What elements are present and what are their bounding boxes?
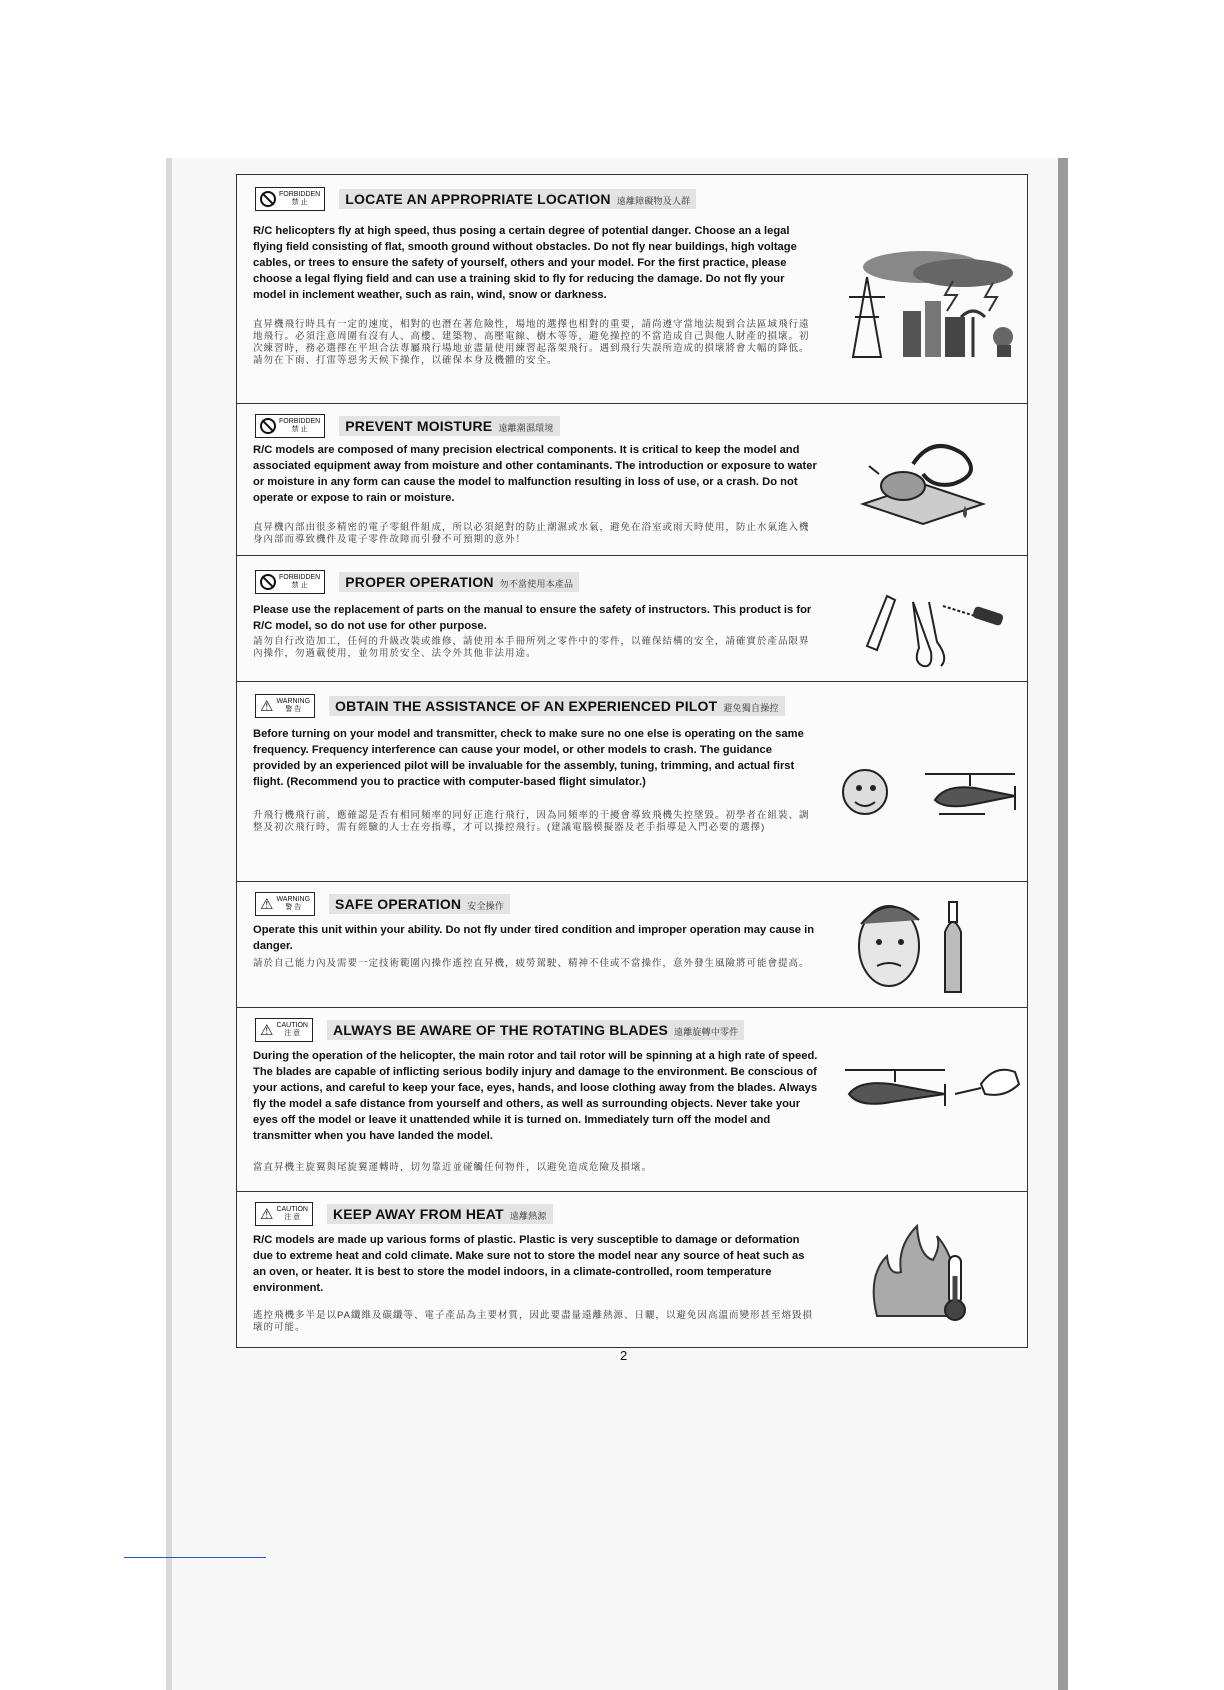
section-header <box>255 570 579 594</box>
caution-triangle-icon: ⚠ <box>260 1021 274 1039</box>
tired-face-and-bottle-illustration <box>849 896 979 998</box>
warning-badge <box>255 694 315 718</box>
section-body: Please use the replacement of parts on the manual to ensure the safety of instructors. This product is for R/C model, so do not use for other purpose. <box>253 604 812 632</box>
badge-label: FORBIDDEN <box>279 418 321 425</box>
forbidden-badge <box>255 414 325 438</box>
section-body-cjk: 請於自己能力內及需要一定技術範圍內操作遙控直昇機，疲勞駕駛、精神不佳或不當操作，意外發生風險將可能會提高。 <box>253 958 810 969</box>
section-prevent-moisture <box>236 404 1028 556</box>
forbidden-badge <box>255 570 325 594</box>
pliers-screwdriver-glue-illustration <box>853 582 1013 678</box>
section-body-cjk: 直昇機內部由很多精密的電子零組件組成，所以必須絕對的防止潮濕或水氣，避免在浴室或雨天時使用，防止水氣進入機身內部而導致機件及電子零件故障而引發不可預期的意外！ <box>253 522 810 545</box>
section-title: KEEP AWAY FROM HEAT <box>332 1206 504 1222</box>
warning-triangle-icon: ⚠ <box>260 697 274 715</box>
badge-label-cjk: 警 告 <box>285 904 302 911</box>
section-keep-away-from-heat <box>236 1192 1028 1348</box>
section-rotating-blades <box>236 1008 1028 1192</box>
section-title: LOCATE AN APPROPRIATE LOCATION <box>345 191 611 207</box>
section-body: R/C models are made up various forms of plastic. Plastic is very susceptible to damage or deformation due to extreme heat and cold climate. Make sure not to store the model near any source of heat such as an oven, or heater. It is best to store the model indoors, in a climate-controlled, room temperature environment. <box>253 1234 805 1294</box>
section-title-cjk: 勿不當使用本產品 <box>499 579 574 589</box>
storm-city-illustration <box>833 247 1023 367</box>
pilot-and-helicopter-illustration <box>835 752 1025 842</box>
section-title-cjk: 安全操作 <box>467 901 505 911</box>
section-safe-operation <box>236 882 1028 1008</box>
section-header <box>255 1018 744 1042</box>
badge-label-cjk: 禁 止 <box>291 582 308 589</box>
section-locate-location <box>236 174 1028 404</box>
warning-triangle-icon: ⚠ <box>260 895 274 913</box>
section-body: During the operation of the helicopter, the main rotor and tail rotor will be spinning at a high rate of speed. The blades are capable of inflicting serious bodily injury and damage to the environment. Be conscious of your actions, and careful to keep your face, eyes, hands, and loose clothing away from the blades. Always fly the model a safe distance from yourself and others, as well as surrounding objects. Never take your eyes off the model or leave it unattended while it is turned on. Immediately turn off the model and transmitter when you have landed the model. <box>253 1050 818 1142</box>
section-title: ALWAYS BE AWARE OF THE ROTATING BLADES <box>332 1022 669 1038</box>
badge-label-cjk: 禁 止 <box>291 199 308 206</box>
water-dripping-model-illustration <box>853 434 1003 544</box>
caution-badge <box>255 1018 313 1042</box>
badge-label-cjk: 注 意 <box>284 1214 301 1221</box>
section-header <box>255 1202 553 1226</box>
section-body-cjk: 遙控飛機多半是以PA纖維及碳纖等、電子產品為主要材質，因此要盡量遠離熱源、日曬，以避免因高溫而變形甚至熔毀損壞的可能。 <box>253 1310 813 1333</box>
fire-and-thermometer-illustration <box>867 1216 987 1328</box>
section-header <box>255 187 696 211</box>
badge-label: WARNING <box>276 698 311 705</box>
prohibited-icon <box>260 191 276 207</box>
caution-triangle-icon: ⚠ <box>260 1205 274 1223</box>
section-title-cjk: 遠離障礙物及人群 <box>616 196 691 206</box>
section-title-cjk: 遠離旋轉中零件 <box>674 1027 739 1037</box>
section-header <box>255 892 510 916</box>
section-body-cjk: 直昇機飛行時具有一定的速度，相對的也潛在著危險性，場地的選擇也相對的重要，請尚遵守當地法規到合法區域飛行遠地飛行。必須注意周圍有沒有人、高樓、建築物、高壓電線、樹木等等，避免操控的不當造成自己與他人財產的損壞。初次練習時，務必選擇在平坦合法專屬飛行場地並盡量使用練習起落架飛行。遇到飛行失誤所造成的損壞將會大幅的降低。請勿在下雨、打雷等惡劣天候下操作，以確保本身及機體的安全。 <box>253 319 810 366</box>
prohibited-icon <box>260 574 276 590</box>
section-proper-operation <box>236 556 1028 682</box>
section-title: SAFE OPERATION <box>335 896 462 912</box>
section-title: PREVENT MOISTURE <box>345 418 493 434</box>
footnote-divider <box>124 1557 266 1558</box>
badge-label: FORBIDDEN <box>279 191 321 198</box>
section-body: Before turning on your model and transmitter, check to make sure no one else is operating on the same frequency. Frequency interference can cause your model, or other models to crash. The guidance provided by an experienced pilot will be invaluable for the assembly, tuning, trimming, and actual first flight. (Recommend you to practice with computer-based flight simulator.) <box>253 728 804 788</box>
badge-label: CAUTION <box>276 1022 308 1029</box>
badge-label-cjk: 警 告 <box>285 706 302 713</box>
section-body-cjk: 請勿自行改造加工，任何的升級改裝或維修，請使用本手冊所列之零件中的零件，以確保結構的安全，請確實於產品限界內操作，勿過載使用，並勿用於安全、法令外其他非法用途。 <box>253 636 810 659</box>
section-title-cjk: 遠離潮濕環境 <box>498 423 554 433</box>
section-header <box>255 694 785 718</box>
section-title-cjk: 避免獨自操控 <box>723 703 779 713</box>
forbidden-badge <box>255 187 325 211</box>
badge-label: CAUTION <box>276 1206 308 1213</box>
badge-label-cjk: 注 意 <box>284 1030 301 1037</box>
section-body: R/C models are composed of many precision electrical components. It is critical to keep the model and associated equipment away from moisture and other contaminants. The introduction or exposure to water or moisture in any form can cause the model to malfunction resulting in loss of use, or a crash. Do not operate or expose to rain or moisture. <box>253 444 817 504</box>
section-header <box>255 414 560 438</box>
section-title-cjk: 遠離熱源 <box>509 1211 547 1221</box>
caution-badge <box>255 1202 313 1226</box>
section-body-cjk: 當直昇機主旋翼與尾旋翼運轉時，切勿靠近並碰觸任何物件，以避免造成危險及損壞。 <box>253 1162 653 1173</box>
section-experienced-pilot <box>236 682 1028 882</box>
prohibited-icon <box>260 418 276 434</box>
section-body: Operate this unit within your ability. Do not fly under tired condition and improper operation may cause in danger. <box>253 924 815 952</box>
section-title: PROPER OPERATION <box>345 574 494 590</box>
warning-badge <box>255 892 315 916</box>
section-body: R/C helicopters fly at high speed, thus posing a certain degree of potential danger. Choose an a legal flying field consisting of flat, smooth ground without obstacles. Do not fly near buildings, high voltage cables, or trees to ensure the safety of yourself, others and your model. For the first practice, please choose a legal flying field and can use a training skid to fly for reducing the damage. Do not fly your model in inclement weather, such as rain, wind, snow or darkness. <box>253 225 797 301</box>
badge-label: FORBIDDEN <box>279 574 321 581</box>
helicopter-blade-hand-illustration <box>835 1054 1025 1134</box>
section-body-cjk: 升飛行機飛行前，應確認是否有相同頻率的同好正進行飛行，因為同頻率的干擾會導致飛機失控墜毀。初學者在組裝、調整及初次飛行時，需有經驗的人士在旁指導，才可以操控飛行。(建議電腦模擬器及老手指導是入門必要的選擇) <box>253 810 810 833</box>
page-number: 2 <box>620 1348 628 1363</box>
section-title: OBTAIN THE ASSISTANCE OF AN EXPERIENCED PILOT <box>335 698 718 714</box>
badge-label: WARNING <box>276 896 311 903</box>
badge-label-cjk: 禁 止 <box>291 426 308 433</box>
